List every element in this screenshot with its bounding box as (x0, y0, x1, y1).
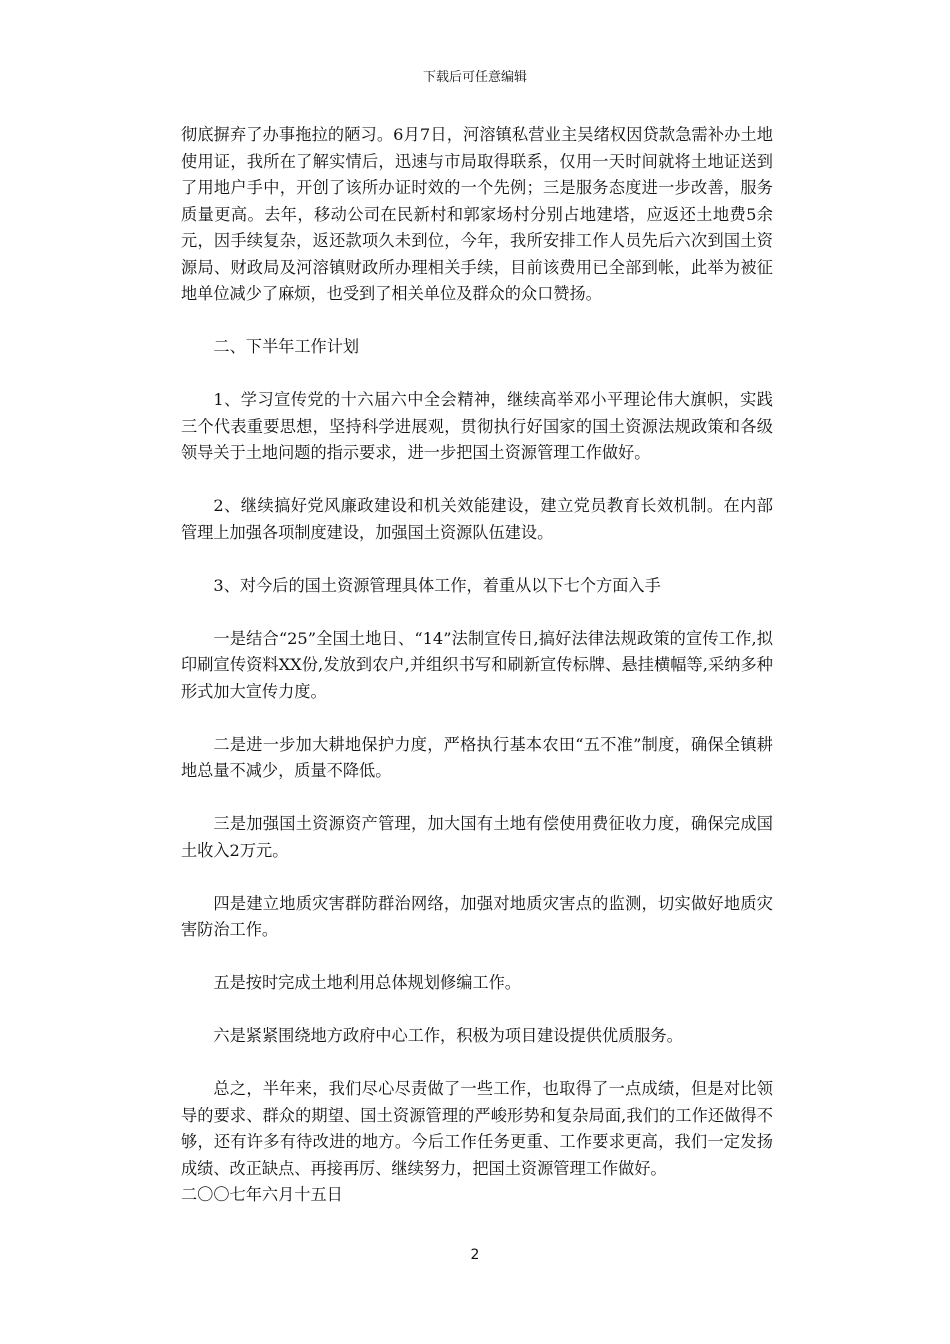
task-4: 四是建立地质灾害群防群治网络，加强对地质灾害点的监测，切实做好地质灾害防治工作。 (181, 893, 773, 939)
task-5: 五是按时完成土地利用总体规划修编工作。 (213, 973, 521, 992)
plan-item-2: 2、继续搞好党风廉政建设和机关效能建设，建立党员教育长效机制。在内部管理上加强各项制度建设，加强国土资源队伍建设。 (181, 496, 773, 542)
signature-date: 二〇〇七年六月十五日 (181, 1185, 343, 1204)
task-2: 二是进一步加大耕地保护力度，严格执行基本农田“五不准”制度，确保全镇耕地总量不减少，质量不降低。 (181, 734, 773, 780)
paragraph-continuation: 彻底摒弃了办事拖拉的陋习。6月7日，河溶镇私营业主吴绪权因贷款急需补办土地使用证，我所在了解实情后，迅速与市局取得联系，仅用一天时间就将土地证送到了用地户手中，开创了该所办证时效的一个先例；三是服务态度进一步改善，服务质量更高。去年，移动公司在民新村和郭家场村分别占地建塔，应返还土地费5余元，因手续复杂，返还款项久未到位，今年，我所安排工作人员先后六次到国土资源局、财政局及河溶镇财政所办理相关手续，目前该费用已全部到帐，此举为被征地单位减少了麻烦，也受到了相关单位及群众的众口赞扬。 (181, 125, 773, 303)
task-1: 一是结合“25”全国土地日、“14”法制宣传日,搞好法律法规政策的宣传工作,拟印刷宣传资料XX份,发放到农户,并组织书写和刷新宣传标牌、悬挂横幅等,采纳多种形式加大宣传力度。 (181, 628, 773, 701)
task-3: 三是加强国土资源资产管理，加大国有土地有偿使用费征收力度，确保完成国土收入2万元。 (181, 814, 773, 860)
document-body (181, 122, 773, 1209)
conclusion-paragraph: 总之，半年来，我们尽心尽责做了一些工作，也取得了一点成绩，但是对比领导的要求、群众的期望、国土资源管理的严峻形势和复杂局面,我们的工作还做得不够，还有许多有待改进的地方。今后工作任务更重、工作要求更高，我们一定发扬成绩、改正缺点、再接再厉、继续努力，把国土资源管理工作做好。 (181, 1079, 773, 1178)
task-6: 六是紧紧围绕地方政府中心工作，积极为项目建设提供优质服务。 (213, 1026, 683, 1045)
plan-item-3: 3、对今后的国土资源管理具体工作，着重从以下七个方面入手 (213, 575, 661, 595)
section-heading: 二、下半年工作计划 (213, 337, 360, 356)
page-header-note: 下载后可任意编辑 (422, 70, 527, 85)
plan-item-1: 1、学习宣传党的十六届六中全会精神，继续高举邓小平理论伟大旗帜，实践三个代表重要思想，坚持科学进展观，贯彻执行好国家的国土资源法规政策和各级领导关于土地问题的指示要求，进一步把国土资源管理工作做好。 (181, 390, 773, 462)
page-number: 2 (470, 1247, 480, 1263)
